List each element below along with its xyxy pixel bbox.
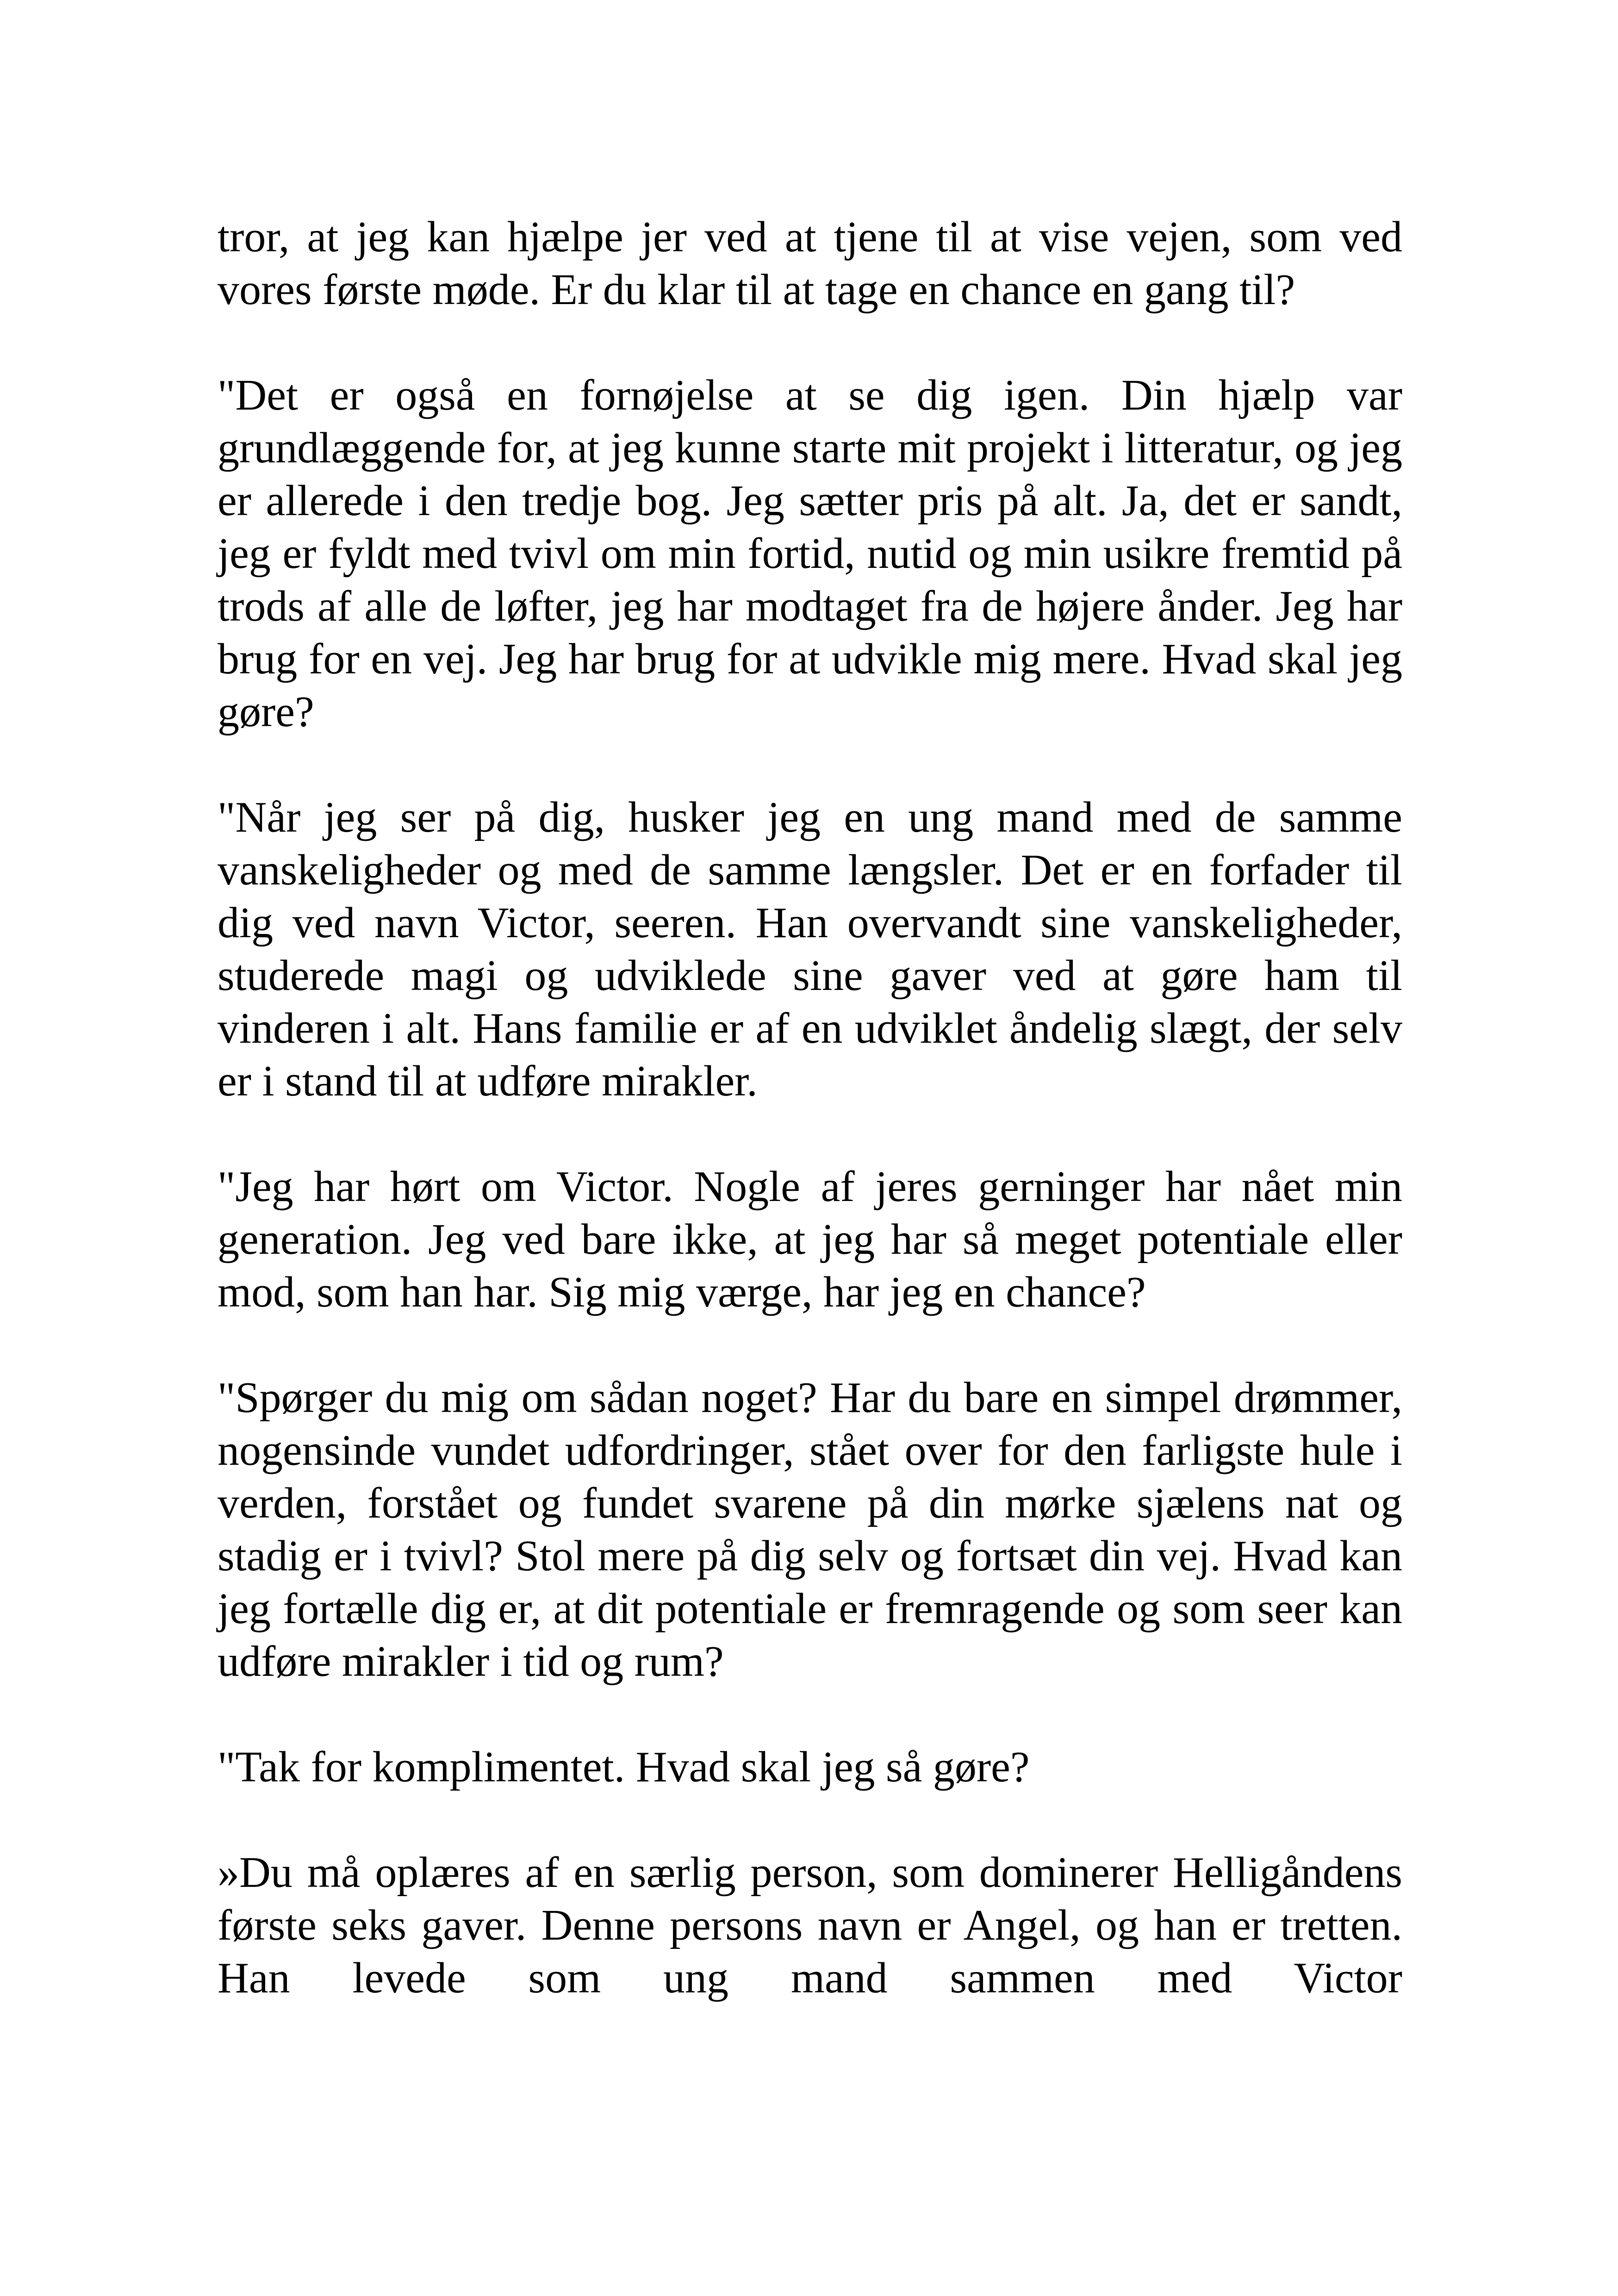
body-text (218, 211, 1402, 2004)
paragraph-5: "Spørger du mig om sådan noget? Har du bare en simpel drømmer, nogensinde vundet udfordringer, stået over for den farligste hule i verden, forstået og fundet svarene på din mørke sjælens nat og stadig er i tvivl? Stol mere på dig selv og fortsæt din vej. Hvad kan jeg fortælle dig er, at dit potentiale er fremragende og som seer kan udføre mirakler i tid og rum? (218, 1374, 1402, 1686)
paragraph-3: "Når jeg ser på dig, husker jeg en ung mand med de samme vanskeligheder og med de samme længsler. Det er en forfader til dig ved navn Victor, seeren. Han overvandt sine vanskeligheder, studerede magi og udviklede sine gaver ved at gøre ham til vinderen i alt. Hans familie er af en udviklet åndelig slægt, der selv er i stand til at udføre mirakler. (218, 793, 1402, 1105)
paragraph-4: "Jeg har hørt om Victor. Nogle af jeres gerninger har nået min generation. Jeg ved bare ikke, at jeg har så meget potentiale eller mod, som han har. Sig mig værge, har jeg en chance? (218, 1163, 1402, 1316)
paragraph-7: »Du må oplæres af en særlig person, som dominerer Helligåndens første seks gaver. Denne persons navn er Angel, og han er tretten. Han levede som ung mand sammen med Victor (218, 1848, 1402, 2002)
paragraph-1: tror, at jeg kan hjælpe jer ved at tjene til at vise vejen, som ved vores første møde. Er du klar til at tage en chance en gang til? (218, 213, 1402, 314)
paragraph-2: "Det er også en fornøjelse at se dig igen. Din hjælp var grundlæggende for, at jeg kunne starte mit projekt i litteratur, og jeg er allerede i den tredje bog. Jeg sætter pris på alt. Ja, det er sandt, jeg er fyldt med tvivl om min fortid, nutid og min usikre fremtid på trods af alle de løfter, jeg har modtaget fra de højere ånder. Jeg har brug for en vej. Jeg har brug for at udvikle mig mere. Hvad skal jeg gøre? (218, 371, 1402, 736)
paragraph-6: "Tak for komplimentet. Hvad skal jeg så gøre? (218, 1743, 1030, 1791)
